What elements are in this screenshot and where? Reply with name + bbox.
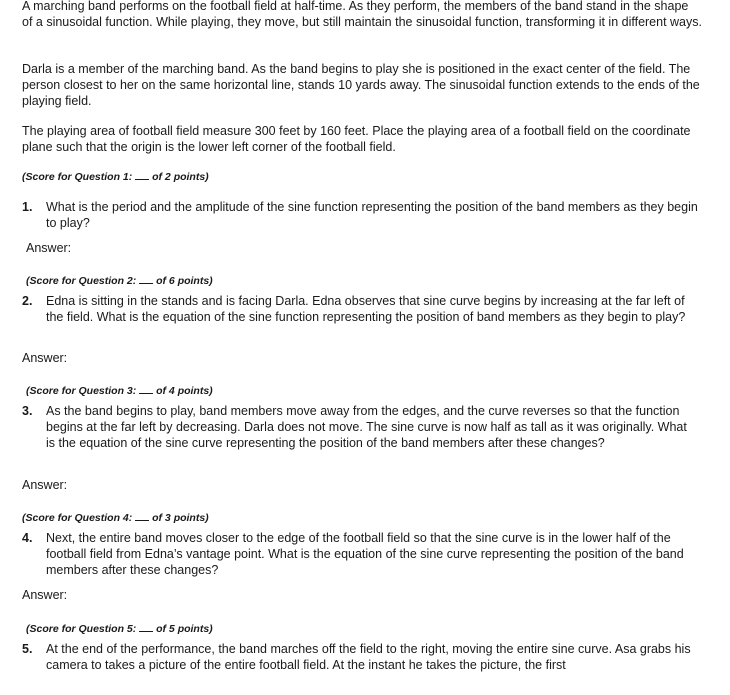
score-blank[interactable]: [139, 274, 153, 284]
question-text: Next, the entire band moves closer to the edge of the football field so that the sine curve is in the lower half of the football field from Edna’s vantage point. What is the equation of the sine curve representing the position of the band members after these changes?: [46, 531, 684, 577]
intro-paragraph-2: Darla is a member of the marching band. As the band begins to play she is positioned in the exact center of the field. The person closest to her on the same horizontal line, stands 10 yards away. The sinusoidal function extends to the ends of the playing field.: [22, 62, 700, 108]
score-question-3: (Score for Question 3: of 4 points): [26, 385, 213, 397]
question-number: 2.: [22, 294, 33, 308]
score-question-5: (Score for Question 5: of 5 points): [26, 623, 213, 635]
intro-paragraph-1: A marching band performs on the football field at half-time. As they perform, the members of the band stand in the shape of a sinusoidal function. While playing, they move, but still maintain the sinusoidal function, transforming it in different ways.: [22, 0, 702, 29]
score-question-4: (Score for Question 4: of 3 points): [22, 512, 209, 524]
score-blank[interactable]: [139, 384, 153, 394]
question-text: At the end of the performance, the band marches off the field to the right, moving the entire sine curve. Asa grabs his camera to takes a picture of the entire football field. At the instant he takes the picture, the first: [46, 642, 691, 672]
question-number: 5.: [22, 642, 33, 656]
score-question-1: (Score for Question 1: of 2 points): [22, 171, 209, 183]
question-text: What is the period and the amplitude of the sine function representing the position of the band members as they begin to play?: [46, 200, 698, 230]
answer-label-4: Answer:: [22, 588, 68, 602]
question-number: 1.: [22, 200, 33, 214]
question-number: 3.: [22, 404, 33, 418]
score-blank[interactable]: [135, 170, 149, 180]
answer-label-1: Answer:: [26, 241, 72, 255]
score-blank[interactable]: [139, 622, 153, 632]
answer-label-2: Answer:: [22, 351, 68, 365]
question-number: 4.: [22, 531, 33, 545]
score-blank[interactable]: [135, 511, 149, 521]
intro-paragraph-3: The playing area of football field measure 300 feet by 160 feet. Place the playing area of a football field on the coordinate plane such that the origin is the lower left corner of the football field.: [22, 124, 691, 154]
answer-label-3: Answer:: [22, 478, 68, 492]
question-text: Edna is sitting in the stands and is facing Darla. Edna observes that sine curve begins by increasing at the far left of the field. What is the equation of the sine function representing the position of band members as they begin to play?: [46, 294, 686, 324]
question-text: As the band begins to play, band members move away from the edges, and the curve reverses so that the function begins at the far left by decreasing. Darla does not move. The sine curve is now half as tall as it was originally. What is the equation of the sine curve representing the position of the band members after these changes?: [46, 404, 687, 450]
score-question-2: (Score for Question 2: of 6 points): [26, 275, 213, 287]
